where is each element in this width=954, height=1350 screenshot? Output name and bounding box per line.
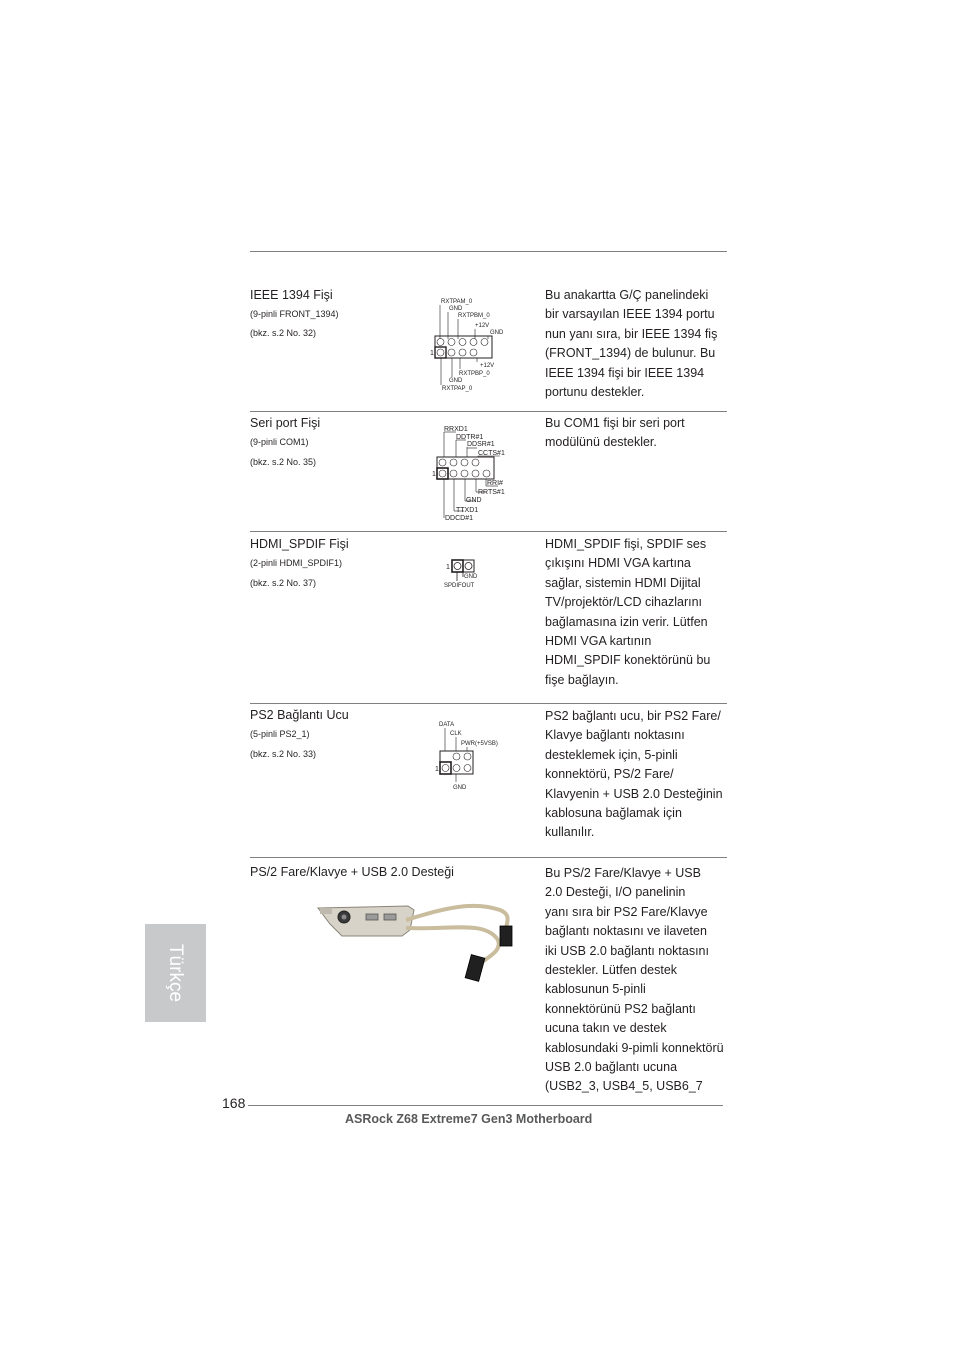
pin-label: RRTS#1 xyxy=(478,489,505,496)
description-line: portunu destekler. xyxy=(545,384,645,399)
pin-label: PWR(+5VSB) xyxy=(461,741,498,747)
pin-label: GND xyxy=(464,574,478,580)
pin-label: RXTPAM_0 xyxy=(441,299,473,305)
description-line: çıkışını HDMI VGA kartına xyxy=(545,556,691,571)
section-ref-hdmi-spdif: (bkz. s.2 No. 37) xyxy=(250,578,317,588)
section-description-hdmi-spdif xyxy=(545,535,745,690)
section-ref-ieee1394: (bkz. s.2 No. 32) xyxy=(250,328,317,338)
description-line: desteklemek için, 5-pinli xyxy=(545,747,678,762)
hdmi-spdif-pinout-diagram xyxy=(440,556,500,592)
section-ref-ps2: (bkz. s.2 No. 33) xyxy=(250,749,317,759)
section-title-ps2-usb-bracket: PS/2 Fare/Klavye + USB 2.0 Desteği xyxy=(250,865,454,879)
description-line: sağlar, sistemin HDMI Dijital xyxy=(545,575,701,590)
description-line: HDMI_SPDIF fişi, SPDIF ses xyxy=(545,537,707,551)
section-description-ieee1394 xyxy=(545,286,745,402)
pin1-label: 1 xyxy=(432,471,436,478)
description-line: kullanılır. xyxy=(545,825,595,840)
ps2-usb-bracket-image xyxy=(310,890,530,990)
section-divider xyxy=(250,703,727,704)
pin-label: RXTPAP_0 xyxy=(442,386,473,392)
pin-label: GND xyxy=(490,330,504,336)
description-line: Bu PS/2 Fare/Klavye + USB xyxy=(545,866,701,880)
pin-label: RXTPBP_0 xyxy=(459,371,490,377)
section-title-ps2: PS2 Bağlantı Ucu xyxy=(250,708,349,722)
description-line: iki USB 2.0 bağlantı noktasını xyxy=(545,943,709,958)
description-line: HDMI_SPDIF konektörünü bu xyxy=(545,653,711,668)
pin-label: GND xyxy=(449,306,463,312)
pin-label: TTXD1 xyxy=(456,507,479,514)
description-line: bağlantı noktasını ve ilaveten xyxy=(545,924,707,939)
section-description-serial xyxy=(545,414,745,453)
pin1-label: 1 xyxy=(435,766,439,773)
pin-label: GND xyxy=(449,378,463,384)
pin-label: DATA xyxy=(439,722,455,728)
section-subtitle-ps2: (5-pinli PS2_1) xyxy=(250,729,310,739)
top-rule xyxy=(250,251,727,252)
ieee1394-pinout-diagram xyxy=(425,292,535,396)
language-side-tab-label: Türkçe xyxy=(165,943,186,1003)
section-ref-serial: (bkz. s.2 No. 35) xyxy=(250,457,317,467)
description-line: TV/projektör/LCD cihazlarını xyxy=(545,595,703,610)
description-line: HDMI VGA kartının xyxy=(545,633,652,648)
pin1-label: 1 xyxy=(430,350,434,357)
description-line: (FRONT_1394) de bulunur. Bu xyxy=(545,346,716,361)
section-title-hdmi-spdif: HDMI_SPDIF Fişi xyxy=(250,537,349,551)
description-line: modülünü destekler. xyxy=(545,435,657,450)
pin-label: GND xyxy=(466,497,482,504)
section-subtitle-serial: (9-pinli COM1) xyxy=(250,437,309,447)
section-description-ps2-usb-bracket xyxy=(545,864,745,1097)
description-line: USB 2.0 bağlantı ucuna xyxy=(545,1059,678,1074)
section-description-ps2 xyxy=(545,707,745,843)
description-line: yanı sıra bir PS2 Fare/Klavye xyxy=(545,904,708,919)
description-line: kablosunun 5-pinli xyxy=(545,982,646,997)
pin-label: DDTR#1 xyxy=(456,434,484,441)
description-line: bağlamasına izin verir. Lütfen xyxy=(545,614,708,629)
description-line: kablosuna bağlamak için xyxy=(545,805,682,820)
section-subtitle-hdmi-spdif: (2-pinli HDMI_SPDIF1) xyxy=(250,558,343,568)
pin-label: +12V xyxy=(480,363,495,369)
description-line: (USB2_3, USB4_5, USB6_7 xyxy=(545,1079,703,1094)
description-line: destekler. Lütfen destek xyxy=(545,962,678,977)
pin1-label: 1 xyxy=(446,564,450,571)
section-divider xyxy=(250,411,727,412)
description-line: Bu anakartta G/Ç panelindeki xyxy=(545,288,709,302)
section-title-ieee1394: IEEE 1394 Fişi xyxy=(250,288,333,302)
description-line: kablosundaki 9-pimli konnektörü xyxy=(545,1040,724,1055)
pin-label: GND xyxy=(453,785,467,791)
ps2-pinout-diagram xyxy=(432,716,517,794)
description-line: 2.0 Desteği, I/O panelinin xyxy=(545,885,686,900)
pin-label: DDSR#1 xyxy=(467,441,495,448)
description-line: fişe bağlayın. xyxy=(545,672,619,687)
pin-label: +12V xyxy=(475,323,490,329)
language-side-tab xyxy=(145,924,206,1022)
description-line: ucuna takın ve destek xyxy=(545,1021,667,1036)
com1-pinout-diagram xyxy=(428,420,538,525)
description-line: Klavye bağlantı noktasını xyxy=(545,728,685,743)
description-line: PS2 bağlantı ucu, bir PS2 Fare/ xyxy=(545,709,721,723)
section-subtitle-ieee1394: (9-pinli FRONT_1394) xyxy=(250,309,339,319)
section-divider xyxy=(250,857,727,858)
pin-label: DDCD#1 xyxy=(445,515,474,522)
description-line: Bu COM1 fişi bir seri port xyxy=(545,416,685,430)
description-line: Klavyenin + USB 2.0 Desteğinin xyxy=(545,786,723,801)
pin-label: RRI# xyxy=(487,480,503,487)
section-title-serial: Seri port Fişi xyxy=(250,416,321,430)
description-line: IEEE 1394 fişi bir IEEE 1394 xyxy=(545,365,705,380)
pin-label: CCTS#1 xyxy=(478,450,505,457)
pin-label: RXTPBM_0 xyxy=(458,313,490,319)
footer-rule xyxy=(248,1105,723,1106)
description-line: nun yanı sıra, bir IEEE 1394 fiş xyxy=(545,326,718,341)
page-number: 168 xyxy=(222,1095,246,1111)
pin-label: RRXD1 xyxy=(444,426,468,433)
description-line: konnektörünü PS2 bağlantı xyxy=(545,1001,696,1016)
section-divider xyxy=(250,531,727,532)
pin-label: CLK xyxy=(450,731,462,737)
description-line: konnektörü, PS/2 Fare/ xyxy=(545,767,674,782)
description-line: bir varsayılan IEEE 1394 portu xyxy=(545,307,715,322)
pin-label: SPDIFOUT xyxy=(444,583,475,589)
footer-text: ASRock Z68 Extreme7 Gen3 Motherboard xyxy=(345,1112,593,1126)
